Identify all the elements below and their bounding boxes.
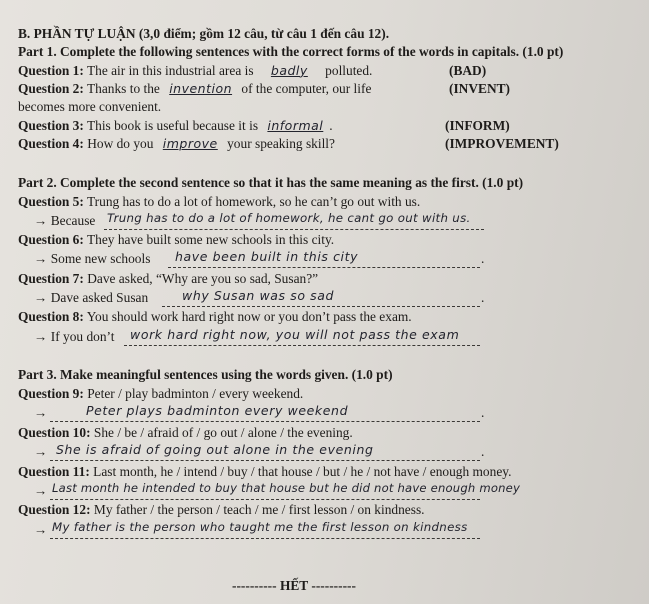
q6-answer: have been built in this city [175, 249, 359, 264]
q6-prompt: → Some new schools [34, 251, 151, 266]
q7-end: . [481, 290, 485, 305]
q11-prompt: → [34, 483, 48, 498]
q6-answer-line [168, 267, 480, 268]
q6-end: . [481, 251, 485, 266]
q2-continuation: becomes more convenient. [18, 99, 162, 114]
q12-answer-line [50, 538, 480, 539]
q2-before: Thanks to the [86, 81, 160, 96]
q1-answer: badly [270, 63, 308, 78]
q7-text: Dave asked, “Why are you so sad, Susan?” [87, 271, 319, 286]
q9-label: Question 9: [18, 386, 84, 401]
q2-after: of the computer, our life [241, 81, 372, 96]
q1-cap: (BAD) [449, 63, 487, 78]
q1-before: The air in this industrial area is [86, 63, 254, 78]
part1-title: Part 1. Complete the following sentences with the correct forms of the words in capitals. (1.0 pt) [18, 44, 564, 59]
question-6 [18, 232, 334, 248]
q10-answer: She is afraid of going out alone in the evening [56, 442, 374, 457]
q10-label: Question 10: [18, 425, 91, 440]
end-dashes-right: ---------- [311, 578, 356, 593]
q7-answer-line [162, 306, 480, 307]
q9-answer: Peter plays badminton every weekend [86, 403, 349, 418]
question-5 [18, 194, 420, 210]
q9-prompt: → [34, 405, 48, 420]
q11-answer-line [50, 499, 480, 500]
q10-end: . [481, 444, 485, 459]
q7-prompt: → Dave asked Susan [34, 290, 149, 305]
q5-text: Trung has to do a lot of homework, so he can’t go out with us. [86, 194, 421, 209]
q8-label: Question 8: [18, 309, 84, 324]
q1-after: polluted. [325, 63, 373, 78]
q5-label: Question 5: [18, 194, 84, 209]
question-11 [18, 464, 511, 480]
q10-text: She / be / afraid of / go out / alone / the evening. [93, 425, 353, 440]
q7-answer: why Susan was so sad [182, 288, 335, 303]
q11-label: Question 11: [18, 464, 90, 479]
question-12 [18, 502, 425, 518]
q3-answer: informal [267, 118, 324, 133]
part2-title: Part 2. Complete the second sentence so that it has the same meaning as the first. (1.0 pt) [18, 175, 524, 190]
q8-text: You should work hard right now or you don’t pass the exam. [86, 309, 412, 324]
question-9 [18, 386, 303, 402]
question-4 [18, 136, 335, 152]
q11-text: Last month, he / intend / buy / that house / but / he / not have / enough money. [93, 464, 512, 479]
end-dashes-left: ---------- [232, 578, 277, 593]
q4-label: Question 4: [18, 136, 84, 151]
question-1 [18, 63, 372, 79]
part3-title: Part 3. Make meaningful sentences using the words given. (1.0 pt) [18, 367, 393, 382]
q6-label: Question 6: [18, 232, 84, 247]
q12-answer: My father is the person who taught me the first lesson on kindness [52, 520, 468, 534]
question-10 [18, 425, 353, 441]
q1-label: Question 1: [18, 63, 84, 78]
q4-cap: (IMPROVEMENT) [445, 136, 559, 151]
q2-cap: (INVENT) [449, 81, 511, 96]
q4-before: How do you [87, 136, 154, 151]
question-7 [18, 271, 318, 287]
q3-before: This book is useful because it is [86, 118, 259, 133]
q9-answer-line [50, 421, 480, 422]
q8-answer: work hard right now, you will not pass the exam [130, 327, 460, 342]
end-label: HẾT [279, 578, 308, 593]
q5-answer: Trung has to do a lot of homework, he cant go out with us. [107, 211, 471, 225]
q5-answer-line [104, 229, 484, 230]
q12-text: My father / the person / teach / me / first lesson / on kindness. [93, 502, 425, 517]
q7-label: Question 7: [18, 271, 84, 286]
section-title: B. PHẦN TỰ LUẬN (3,0 điểm; gồm 12 câu, từ câu 1 đến câu 12). [18, 26, 390, 41]
question-3 [18, 118, 333, 134]
q2-answer: invention [169, 81, 233, 96]
q10-answer-line [50, 460, 480, 461]
q3-label: Question 3: [18, 118, 84, 133]
end-marker [232, 578, 356, 594]
q9-text: Peter / play badminton / every weekend. [87, 386, 304, 401]
q8-prompt: → If you don’t [34, 329, 115, 344]
q10-prompt: → [34, 444, 48, 459]
q11-answer: Last month he intended to buy that house but he did not have enough money [52, 481, 521, 495]
q4-answer: improve [162, 136, 218, 151]
q3-after: . [329, 118, 333, 133]
q3-cap: (INFORM) [445, 118, 510, 133]
q9-end: . [481, 405, 485, 420]
q12-label: Question 12: [18, 502, 91, 517]
question-2 [18, 81, 371, 97]
q5-prompt: → Because [34, 213, 96, 228]
q12-prompt: → [34, 522, 48, 537]
q6-text: They have built some new schools in this city. [86, 232, 335, 247]
q8-answer-line [124, 345, 480, 346]
question-8 [18, 309, 412, 325]
q2-label: Question 2: [18, 81, 84, 96]
q4-after: your speaking skill? [227, 136, 335, 151]
